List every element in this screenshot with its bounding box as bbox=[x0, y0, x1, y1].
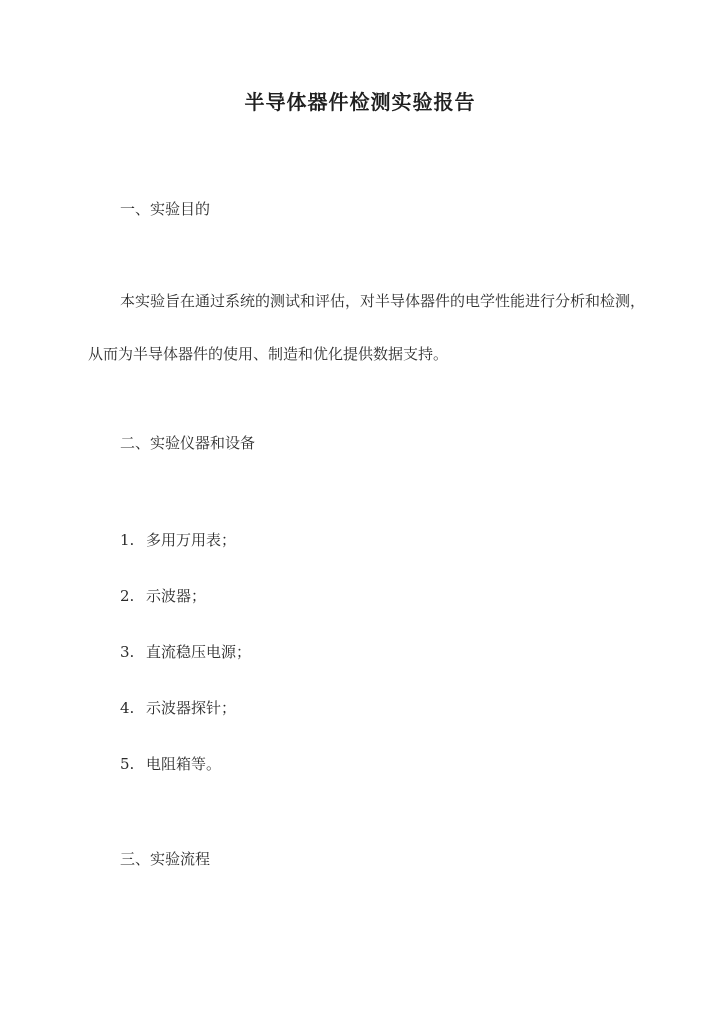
list-item-number: 1. bbox=[120, 531, 135, 549]
section-paragraph-purpose: 本实验旨在通过系统的测试和评估，对半导体器件的电学性能进行分析和检测，从而为半导体器件的使用、制造和优化提供数据支持。 bbox=[88, 292, 646, 363]
section-heading-equipment: 二、实验仪器和设备 bbox=[120, 434, 256, 452]
list-item-text: 电阻箱等。 bbox=[146, 755, 222, 773]
list-item-number: 2. bbox=[120, 587, 135, 605]
list-item bbox=[120, 529, 236, 550]
document-title: 半导体器件检测实验报告 bbox=[244, 90, 476, 114]
list-item-number: 4. bbox=[120, 699, 135, 717]
section-heading-purpose: 一、实验目的 bbox=[120, 200, 211, 218]
list-item bbox=[120, 585, 206, 606]
list-item bbox=[120, 697, 236, 718]
list-item-number: 5. bbox=[120, 755, 135, 773]
list-item-text: 直流稳压电源； bbox=[146, 643, 252, 661]
list-item-text: 示波器； bbox=[146, 587, 207, 605]
list-item-text: 多用万用表； bbox=[146, 531, 237, 549]
list-item-text: 示波器探针； bbox=[146, 699, 237, 717]
list-item bbox=[120, 753, 221, 774]
section-heading-procedure: 三、实验流程 bbox=[120, 850, 211, 868]
list-item-number: 3. bbox=[120, 643, 135, 661]
list-item bbox=[120, 641, 251, 662]
